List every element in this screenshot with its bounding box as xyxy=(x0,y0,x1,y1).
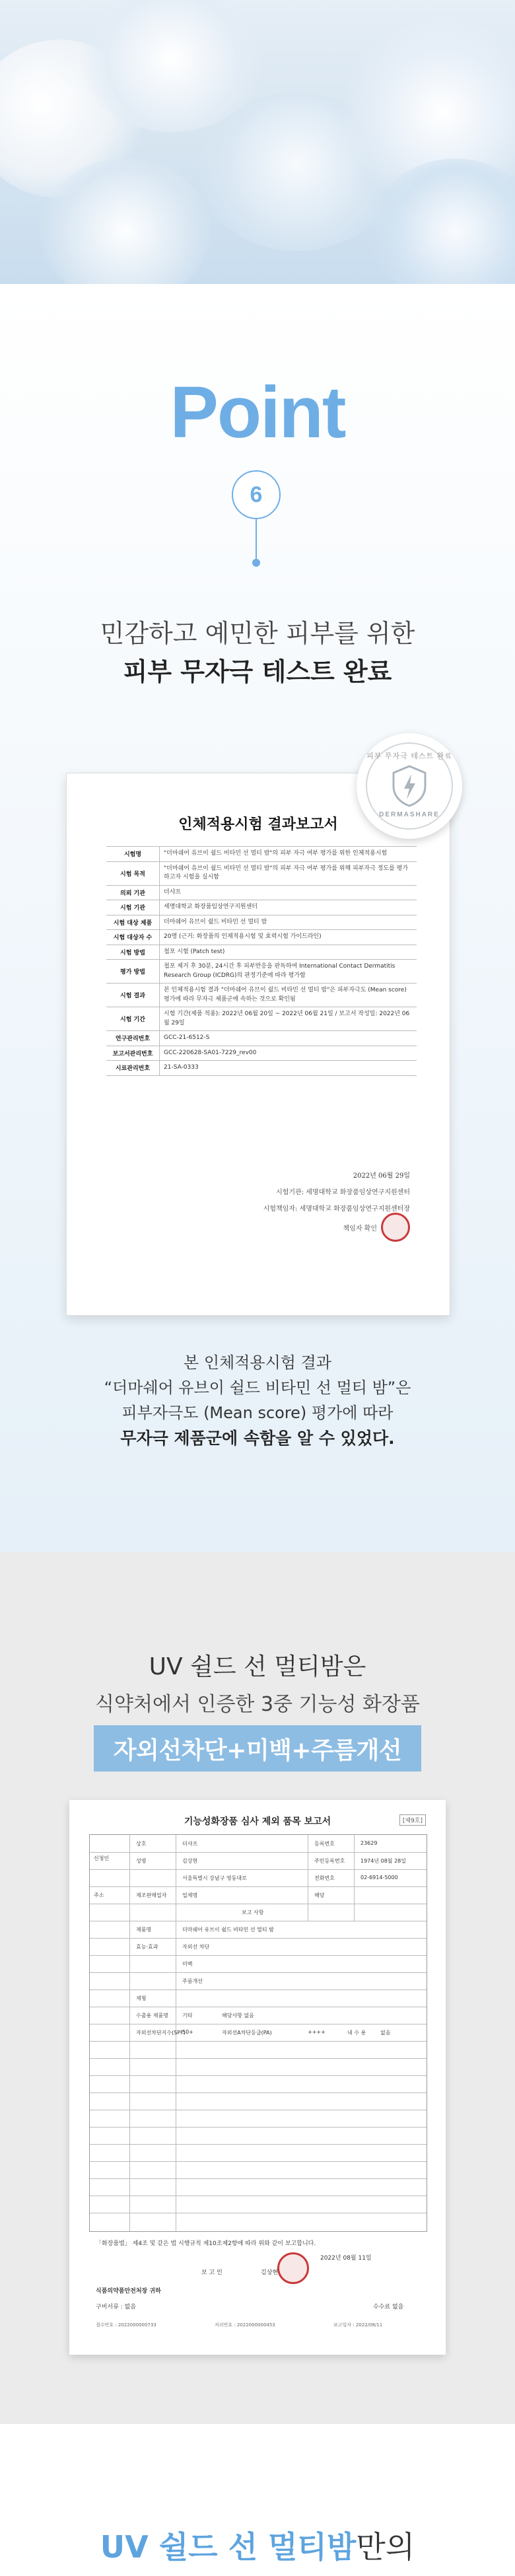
report-row xyxy=(106,1031,417,1046)
report-signer-director: 시험책임자: 세명대학교 화장품임상연구지원센터장 xyxy=(263,1205,410,1213)
report2-cell: 해당 xyxy=(314,1892,325,1898)
report2-cell: 제형 xyxy=(136,1995,147,2001)
report2-row-line xyxy=(90,2127,427,2128)
report-row-value: 본 인체적용시험 결과 "더마쉐어 유브이 쉴드 비타민 선 멀티 밤"은 피부자극도 (Mean score) 평가에 따라 무자극 제품군에 속하는 것으로 확인됨 xyxy=(160,984,417,1007)
report2-cell: 50+ xyxy=(182,2029,193,2035)
bottom-heading xyxy=(0,2523,515,2567)
report-row-value: 20명 (근거: 화장품의 인체적용시험 및 효력시험 가이드라인) xyxy=(160,930,417,945)
report-row-label: 시험 결과 xyxy=(106,984,160,1007)
report-row-value: GCC-220628-SA01-7229_rev00 xyxy=(160,1046,417,1061)
desc-line2: “더마쉐어 유브이 쉴드 비타민 선 멀티 밤”은 xyxy=(104,1378,411,1397)
report-row-value: "더마쉐어 유브이 쉴드 비타민 선 멀티 밤"의 피부 자극 여부 평가를 위한 인체적용시험 xyxy=(160,847,417,862)
report-row xyxy=(106,861,417,885)
uv-section xyxy=(0,1552,515,2424)
report2-row-line xyxy=(90,1989,427,1990)
report-row-value: 21-SA-0333 xyxy=(160,1061,417,1076)
report-row-label: 보고서관리번호 xyxy=(106,1046,160,1061)
report-row-label: 연구관리번호 xyxy=(106,1031,160,1046)
report2-cell: 주소 xyxy=(94,1892,104,1898)
report2-seal xyxy=(277,2252,309,2284)
report-row-label: 시험 방법 xyxy=(106,945,160,960)
report2-footer-statement: 「화장품법」 제4조 및 같은 법 시행규칙 제10조제2항에 따라 위와 같이 보고합니다. xyxy=(96,2240,316,2247)
report2-cell: 신청인 xyxy=(94,1855,110,1861)
report-row-value: 더마쉐어 유브이 쉴드 비타민 선 멀티 밤 xyxy=(160,915,417,930)
bottom-section xyxy=(0,2424,515,2576)
report2-cell: 내 수 용 xyxy=(347,2030,366,2036)
report2-cell: 자외선 차단 xyxy=(182,1944,210,1950)
report-row xyxy=(106,915,417,930)
report2-row-line xyxy=(90,2178,427,2179)
report2-cell: 제조판매업자 xyxy=(136,1892,167,1898)
report2-cell: 효능·효과 xyxy=(136,1944,158,1950)
report-signer-confirm: 책임자 확인 xyxy=(343,1225,377,1233)
report2-cell: 서울특별시 강남구 영동대로 xyxy=(182,1875,247,1881)
report-row xyxy=(106,1007,417,1031)
report-row-label: 평가 방법 xyxy=(106,960,160,984)
report2-row-line xyxy=(90,2041,427,2042)
report-row xyxy=(106,847,417,862)
report-row-label: 시험명 xyxy=(106,847,160,862)
report2-cell: 김상현 xyxy=(182,1858,198,1864)
report-table xyxy=(106,846,417,1076)
report2-row-line xyxy=(90,1972,427,1973)
report-signer-institution: 시험기관: 세명대학교 화장품임상연구지원센터 xyxy=(276,1189,410,1196)
functional-cosmetic-report xyxy=(69,1800,446,2355)
point-title: Point xyxy=(170,372,345,453)
official-seal xyxy=(381,1213,410,1242)
report2-cell: 23629 xyxy=(360,1840,378,1846)
report2-cell: ++++ xyxy=(308,2029,326,2035)
report2-cell: 주름개선 xyxy=(182,1978,203,1984)
report2-cell: 주민등록번호 xyxy=(314,1858,345,1864)
report-row-label: 시험 기관 xyxy=(106,900,160,915)
report2-footer-reporter: 보 고 인 xyxy=(201,2270,223,2276)
point-section xyxy=(0,284,515,1552)
report2-row-line xyxy=(90,2144,427,2145)
uv-function-band xyxy=(94,1725,421,1771)
report-row xyxy=(106,960,417,984)
report2-cell: 해당사항 없음 xyxy=(222,2013,254,2019)
uv-subheading: 식약처에서 인증한 3중 기능성 화장품 xyxy=(95,1693,420,1716)
report2-footer-date: 2022년 08월 11일 xyxy=(320,2255,372,2262)
report2-grid xyxy=(89,1834,427,2232)
report2-cell: 더샤프 xyxy=(182,1841,198,1847)
bottom-heading-highlight: UV 쉴드 선 멀티밤 xyxy=(100,2529,357,2565)
report-row xyxy=(106,900,417,915)
clinical-test-report xyxy=(66,773,450,1316)
report-row-value: 시험 기간(제품 적용): 2022년 06월 20일 ~ 2022년 06월 21일 / 보고서 작성일: 2022년 06월 29일 xyxy=(160,1007,417,1031)
report-row-value: 세명대학교 화장품임상연구지원센터 xyxy=(160,900,417,915)
desc-line3: 피부자극도 (Mean score) 평가에 따라 xyxy=(121,1404,394,1422)
report-row xyxy=(106,885,417,900)
point-number: 6 xyxy=(250,482,263,507)
uv-function-text: 자외선차단+미백+주름개선 xyxy=(113,1736,402,1764)
report2-title: 기능성화장품 심사 제외 품목 보고서 xyxy=(184,1816,331,1827)
badge-top-text: 피부 무자극 테스트 완료 xyxy=(366,752,452,760)
report2-footer-to: 식품의약품안전처장 귀하 xyxy=(96,2288,161,2295)
report2-row-line xyxy=(90,1852,427,1853)
report2-cell: 등록번호 xyxy=(314,1841,335,1847)
report2-row-line xyxy=(90,1938,427,1939)
report-title: 인체적용시험 결과보고서 xyxy=(178,816,338,833)
hero-photo xyxy=(0,0,515,284)
report2-cell: 없음 xyxy=(380,2030,391,2036)
point-connector-line xyxy=(256,519,257,561)
report2-report-date: 보고일자 : 2022/08/11 xyxy=(333,2322,383,2328)
report2-col-line xyxy=(354,1835,355,1921)
report2-receipt-no: 접수번호 : 2022000000733 xyxy=(96,2322,156,2328)
report2-footer-name: 김상현 xyxy=(261,2270,279,2276)
report-row xyxy=(106,1046,417,1061)
report-row xyxy=(106,930,417,945)
report-row-value: "더마쉐어 유브이 쉴드 비타민 선 멀티 밤"의 피부 자극 여부 평가를 위해 피부자극 정도를 평가하고자 시험을 실시함 xyxy=(160,861,417,885)
report2-cell: 성명 xyxy=(136,1858,147,1864)
point-number-badge xyxy=(232,470,281,519)
report2-row-line xyxy=(90,1869,427,1870)
report-row xyxy=(106,1061,417,1076)
report2-cell: 업체명 xyxy=(182,1892,198,1898)
point-subtitle-line1: 민감하고 예민한 피부를 위한 xyxy=(100,619,415,648)
report2-row-line xyxy=(90,2058,427,2059)
report-row-value: 첩포 시험 (Patch test) xyxy=(160,945,417,960)
report2-cell: 전화번호 xyxy=(314,1875,335,1881)
report2-cell: 자외선A차단등급(PA) xyxy=(222,2030,272,2036)
point-subtitle-line2: 피부 무자극 테스트 완료 xyxy=(123,657,392,686)
report-row-label: 시험 기간 xyxy=(106,1007,160,1031)
report-row-label: 시험 대상 제품 xyxy=(106,915,160,930)
report2-col-line xyxy=(129,1835,130,2231)
report-row xyxy=(106,945,417,960)
report2-cell: 02-6914-5000 xyxy=(360,1875,398,1880)
desc-line4: 무자극 제품군에 속함을 알 수 있었다. xyxy=(120,1429,395,1448)
point-connector-dot xyxy=(252,559,260,567)
report2-footer-fee: 수수료 없음 xyxy=(373,2304,404,2310)
report-row-label: 시험 대상자 수 xyxy=(106,930,160,945)
bottom-heading-rest: 만의 xyxy=(356,2529,415,2565)
report2-cell: 보고 사항 xyxy=(242,1910,264,1915)
report2-process-no: 처리번호 : 2022000000453 xyxy=(215,2322,275,2328)
report2-cell: 수출용 제품명 xyxy=(136,2013,168,2019)
report2-cell: 미백 xyxy=(182,1961,193,1967)
shield-lightning-icon xyxy=(391,765,428,807)
report-row xyxy=(106,984,417,1007)
report2-row-line xyxy=(90,1955,427,1956)
report-date: 2022년 06월 29일 xyxy=(353,1172,410,1180)
badge-bottom-text: DERMASHARE xyxy=(379,811,440,818)
report2-cell: 상호 xyxy=(136,1841,147,1847)
report2-tag: [제9호] xyxy=(399,1814,426,1826)
hypoallergenic-badge xyxy=(357,733,462,839)
report-row-value: GCC-21-6512-S xyxy=(160,1031,417,1046)
report2-cell: 자외선차단지수(SPF) xyxy=(136,2030,186,2036)
desc-line1: 본 인체적용시험 결과 xyxy=(184,1353,331,1372)
report2-cell: 제품명 xyxy=(136,1927,152,1933)
report-row-label: 시험 목적 xyxy=(106,861,160,885)
report2-row-line xyxy=(90,2075,427,2076)
report-row-label: 시료관리번호 xyxy=(106,1061,160,1076)
report2-cell: 더마쉐어 유브이 쉴드 비타민 선 멀티 밤 xyxy=(182,1927,274,1933)
report-row-label: 의뢰 기관 xyxy=(106,885,160,900)
report-row-value: 더샤프 xyxy=(160,885,417,900)
report2-cell: 기타 xyxy=(182,2013,193,2019)
report2-footer-attach: 구비서류 : 없음 xyxy=(96,2304,136,2310)
report2-row-line xyxy=(90,1886,427,1887)
report-row-value: 첩포 제거 후 30분, 24시간 후 피부반응을 판독하여 International Contact Dermatitis Research Group (ICDRG)의 판정기준에 따라 평가함 xyxy=(160,960,417,984)
report2-cell: 1974년 08월 28일 xyxy=(360,1858,406,1864)
report2-row-line xyxy=(90,2161,427,2162)
uv-heading: UV 쉴드 선 멀티밤은 xyxy=(149,1653,366,1680)
